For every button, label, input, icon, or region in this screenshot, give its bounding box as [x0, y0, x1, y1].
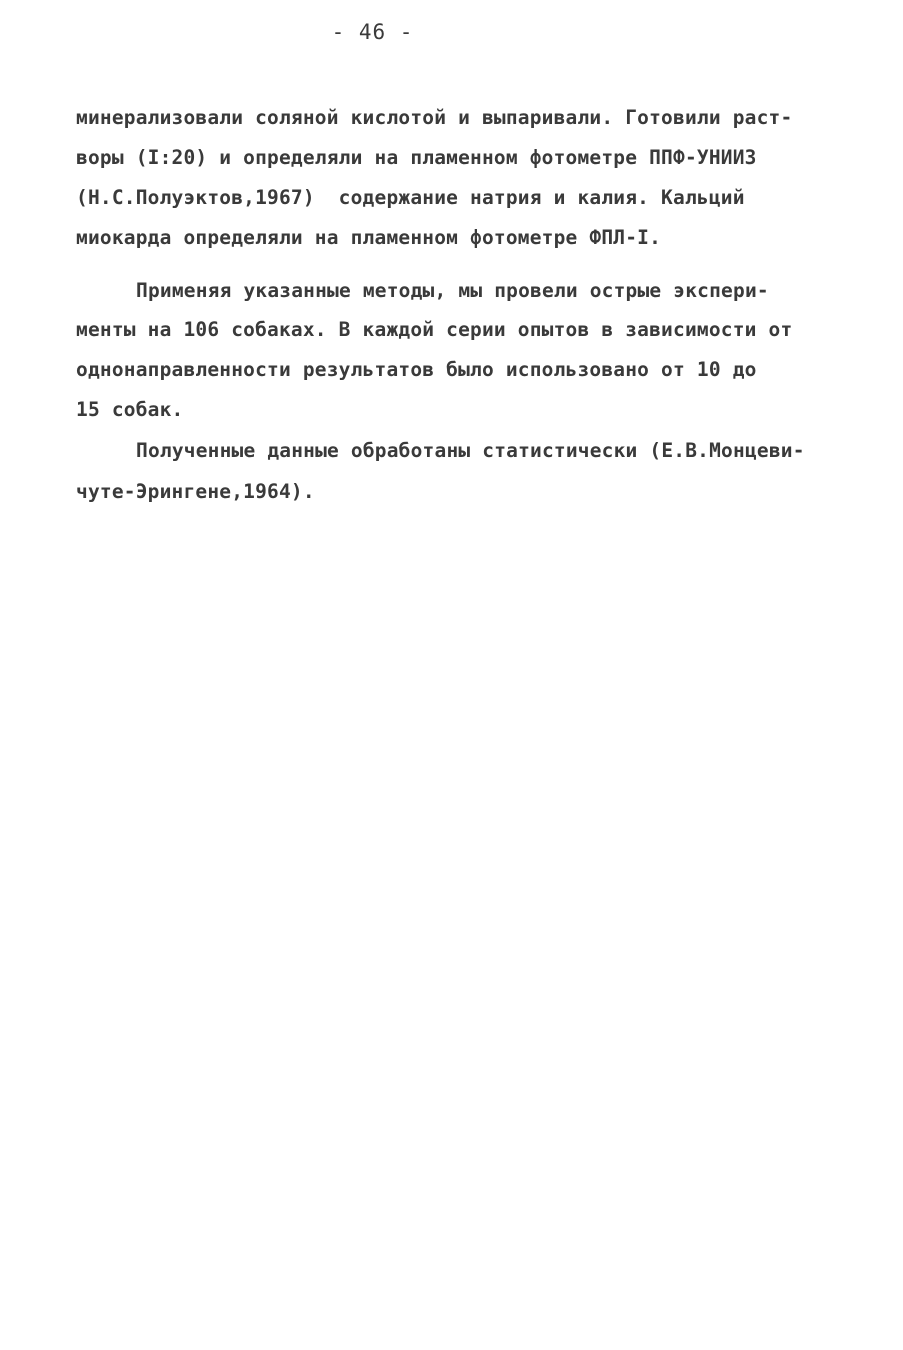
- page-number: - 46 -: [331, 20, 414, 44]
- text-line: Полученные данные обработаны статистически (Е.В.Монцеви-: [136, 439, 805, 462]
- text-line: чуте-Эрингене,1964).: [76, 480, 315, 503]
- text-line: менты на 106 собаках. В каждой серии опытов в зависимости от: [76, 318, 793, 341]
- text-line: 15 собак.: [76, 398, 184, 421]
- text-line: воры (I:20) и определяли на пламенном фотометре ППФ-УНИИЗ: [76, 146, 757, 169]
- text-line: минерализовали соляной кислотой и выпаривали. Готовили раст-: [76, 106, 793, 129]
- text-line: (Н.С.Полуэктов,1967) содержание натрия и калия. Кальций: [76, 186, 745, 209]
- text-line: однонаправленности результатов было использовано от 10 до: [76, 358, 757, 381]
- text-line: Применяя указанные методы, мы провели острые экспери-: [136, 279, 769, 302]
- text-line: миокарда определяли на пламенном фотометре ФПЛ-I.: [76, 226, 662, 249]
